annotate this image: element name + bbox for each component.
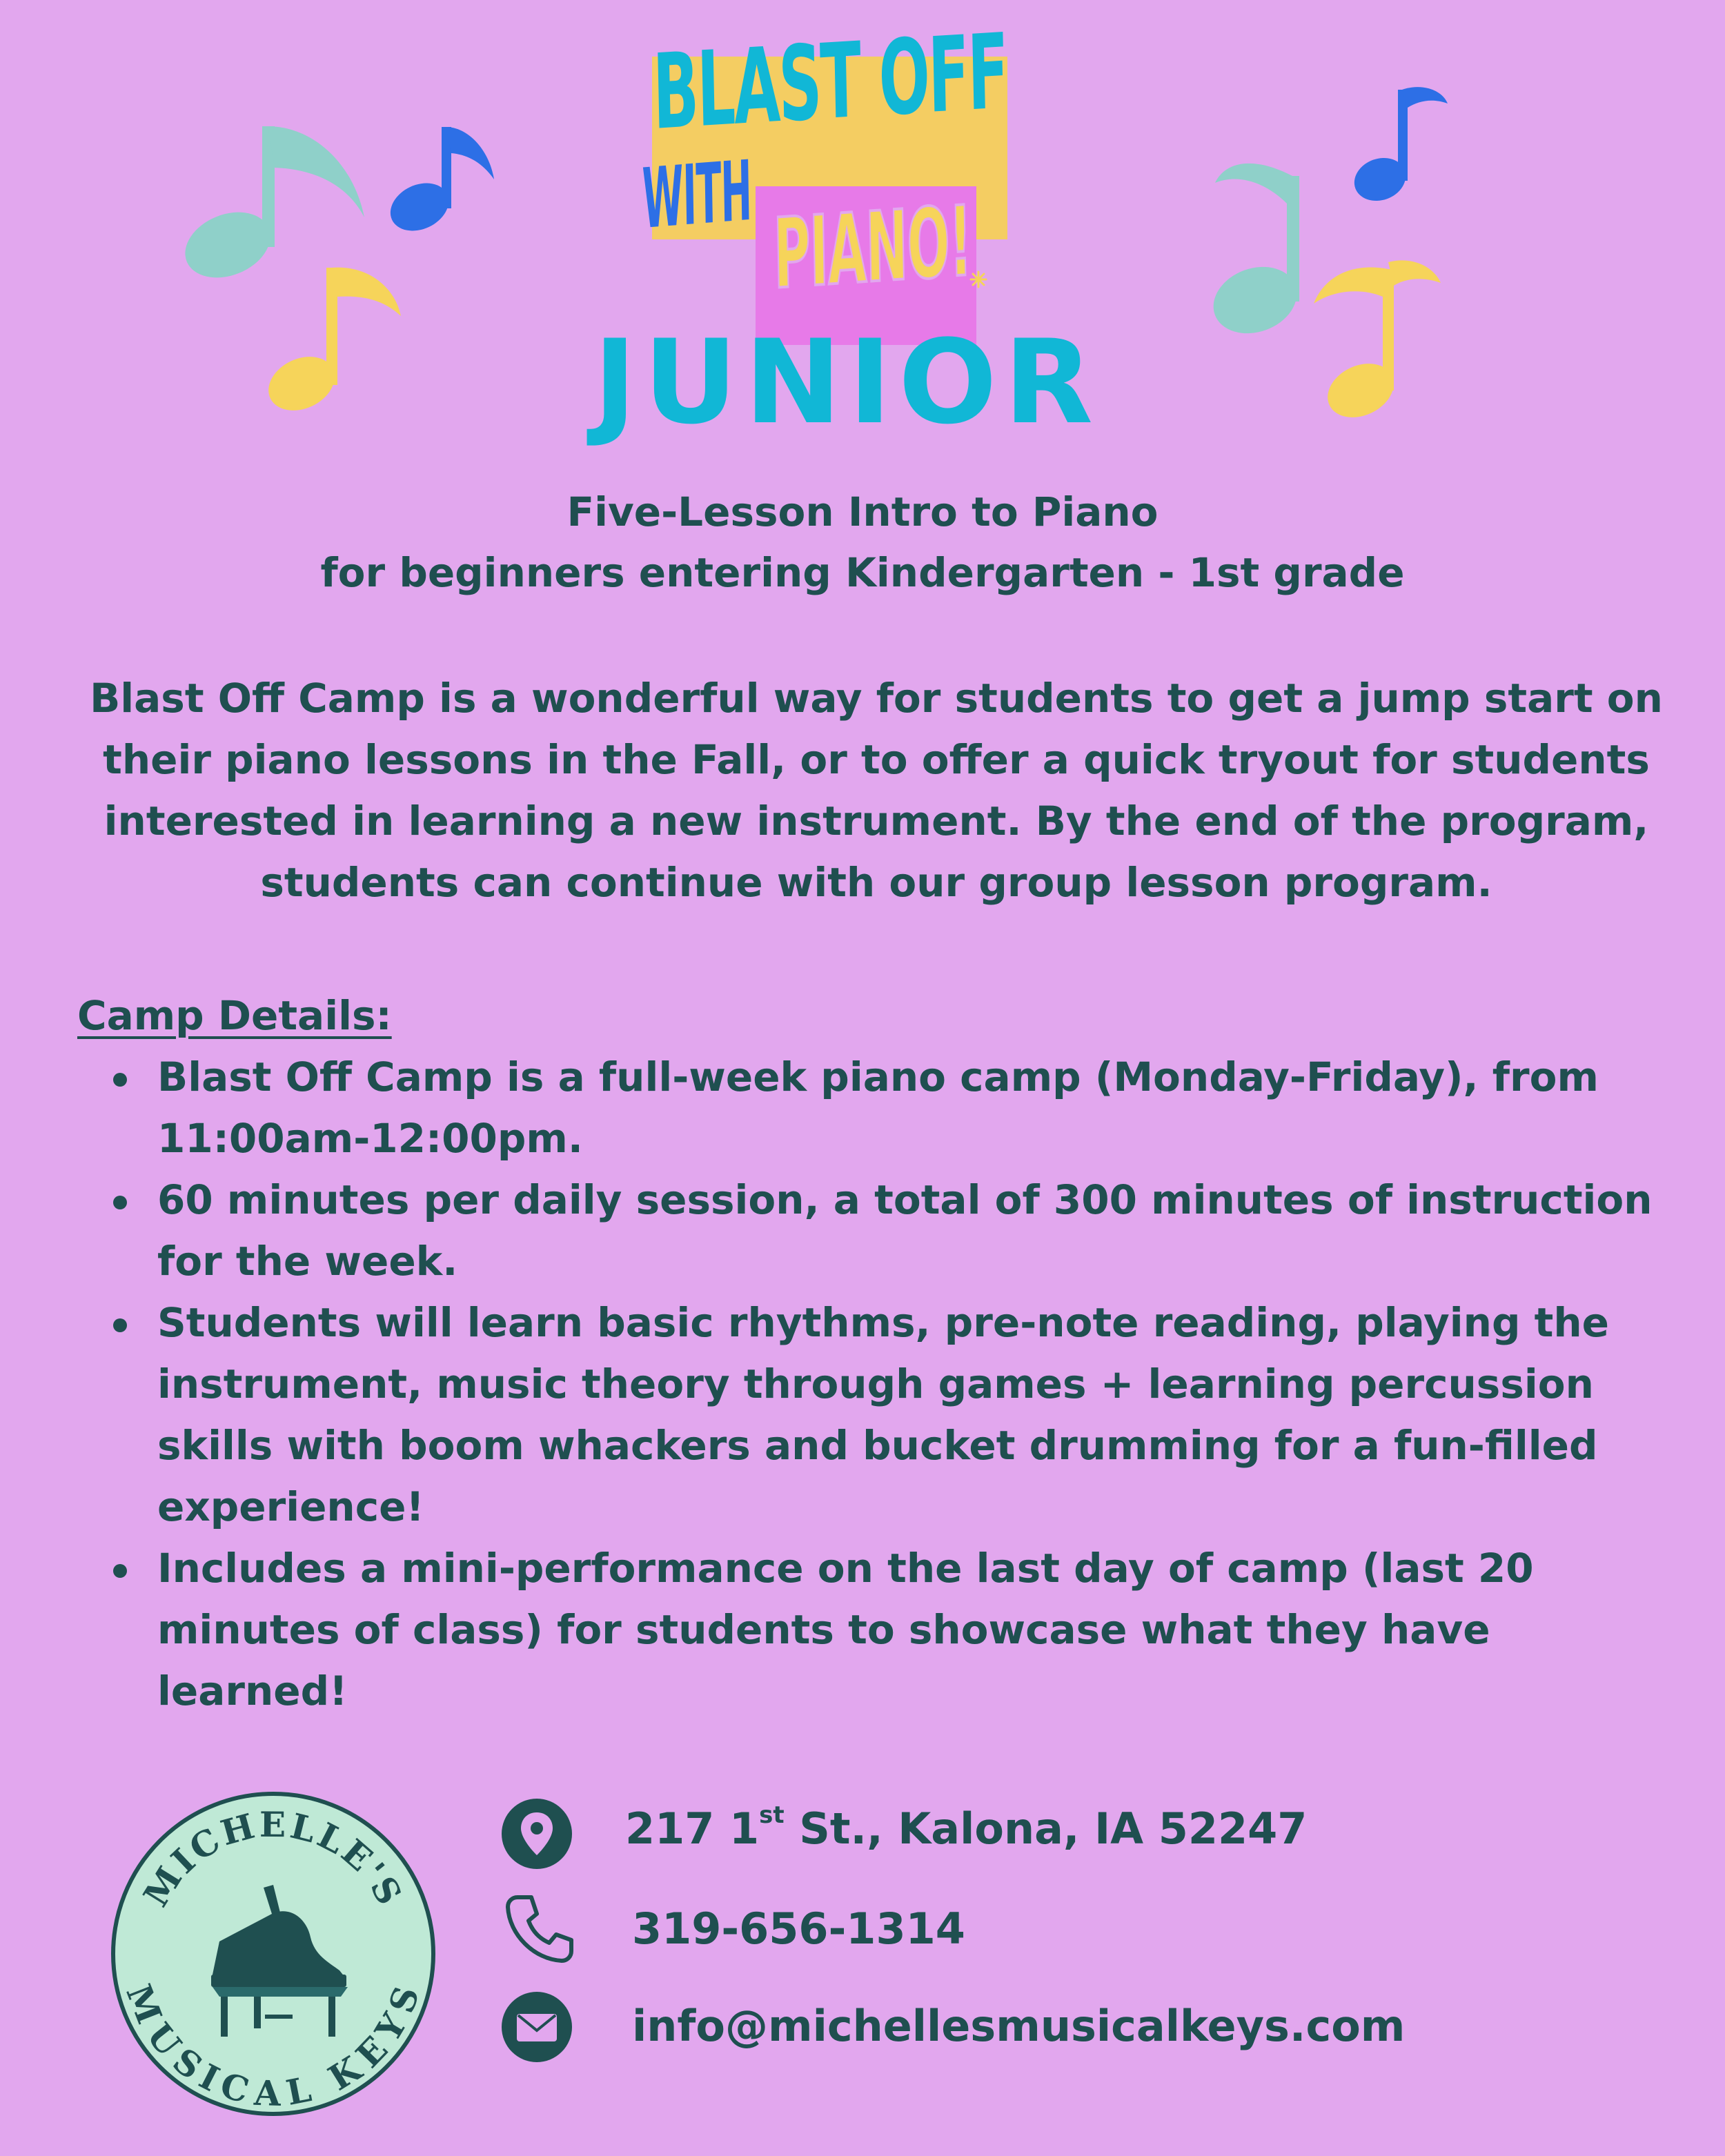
bullet-icon [113,1318,127,1332]
subtitle-line-1: Five-Lesson Intro to Piano [566,488,1159,535]
list-item: 60 minutes per daily session, a total of 300 minutes of instruction for the week. [76,1169,1684,1292]
sparkle-icon [969,270,987,288]
bullet-icon [113,1196,127,1209]
logo-top-text: MICHELLE'S [135,1803,411,1914]
bullet-icon [113,1564,127,1578]
music-note-blue-left-icon [386,124,497,235]
title-blast-off: BLAST OFF [651,12,1009,153]
michelles-musical-keys-logo [109,1790,437,2118]
list-item: Students will learn basic rhythms, pre-note reading, playing the instrument, music theory through games + learning percussion skills with boom whackers and bucket drumming for a fun-filled experience! [76,1292,1684,1538]
intro-paragraph: Blast Off Camp is a wonderful way for students to get a jump start on their piano lessons in the Fall, or to offer a quick tryout for students interested in learning a new instrument. By the end of the program, students can continue with our group lesson program. [90,675,1663,906]
logo-bottom-text: MUSICAL KEYS [118,1979,428,2115]
subtitle-line-2: for beginners entering Kindergarten - 1st grade [320,549,1405,596]
address-text: 217 1st St., Kalona, IA 52247 [625,1801,1308,1854]
title-piano: PIANO! [772,185,973,311]
bullet-icon [113,1073,127,1087]
music-note-yellow-left-icon [266,261,404,419]
camp-details-heading: Camp Details: [77,992,392,1039]
location-pin-icon [500,1797,573,1870]
subtitle [0,482,1725,603]
phone-icon [502,1890,578,1966]
title-junior: JUNIOR [593,315,1101,450]
email-text[interactable]: info@michellesmusicalkeys.com [632,2001,1406,2051]
envelope-icon [500,1990,573,2064]
camp-details-list [76,1047,1684,1722]
list-item: Includes a mini-performance on the last day of camp (last 20 minutes of class) for students to showcase what they have learned! [76,1538,1684,1722]
hero-logo [0,0,1725,469]
title-with: WITH [641,143,753,248]
music-note-yellow-right-icon [1311,255,1442,421]
list-item: Blast Off Camp is a full-week piano camp (Monday-Friday), from 11:00am-12:00pm. [76,1047,1684,1169]
phone-text[interactable]: 319-656-1314 [632,1903,965,1954]
